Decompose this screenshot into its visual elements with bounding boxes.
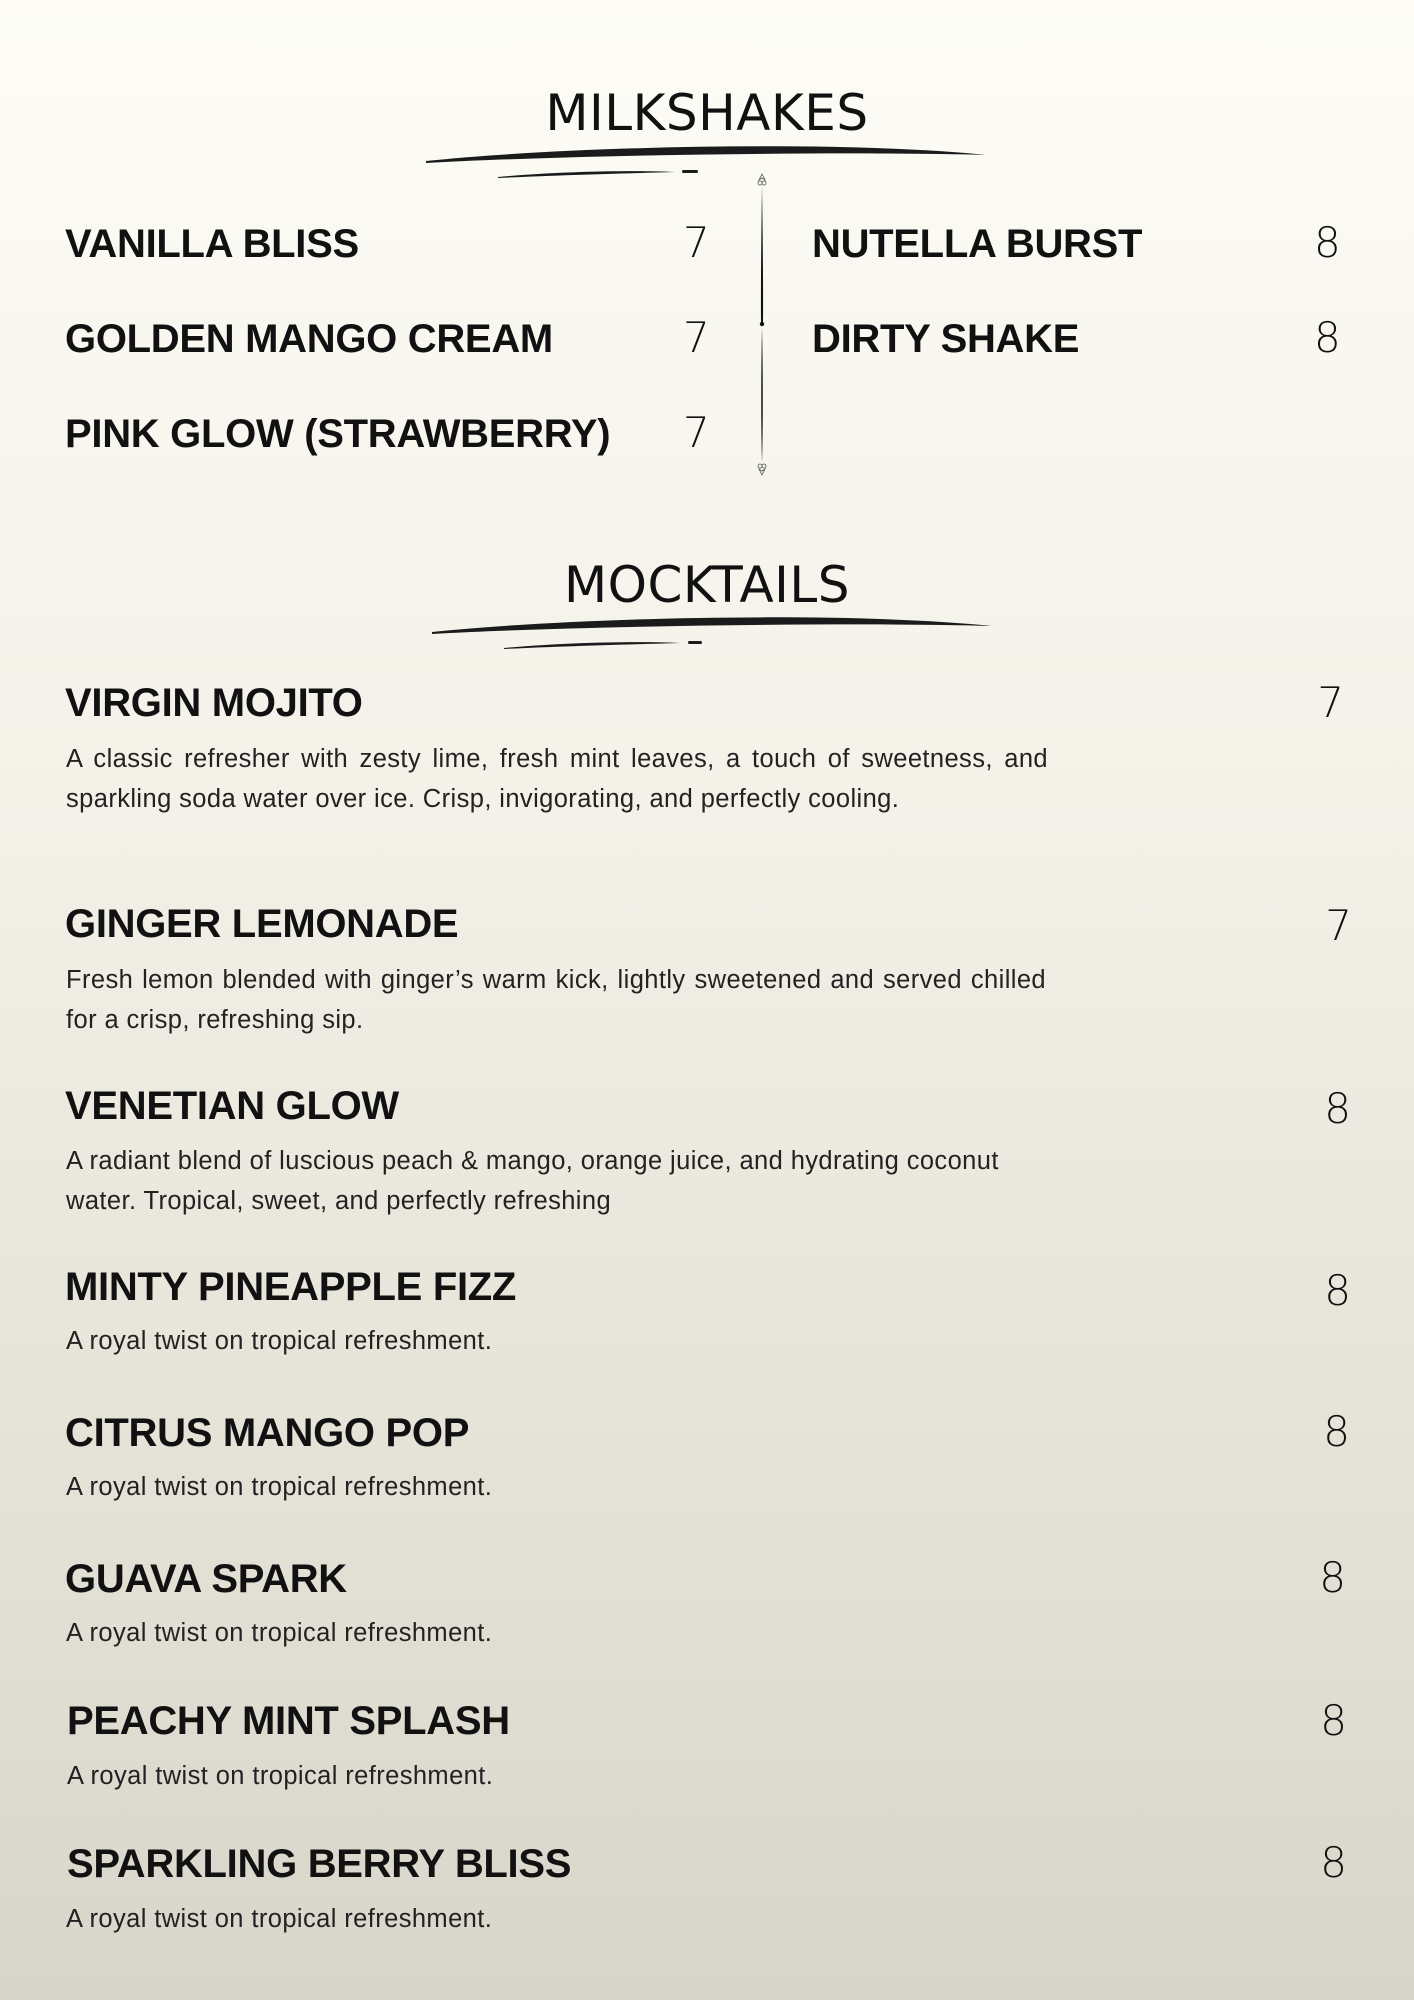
item-name: NUTELLA BURST — [812, 222, 1143, 266]
item-price: 7 — [1317, 678, 1344, 727]
brush-swoosh-icon — [426, 608, 1006, 654]
item-price: 8 — [1323, 1407, 1350, 1456]
item-name: PEACHY MINT SPLASH — [67, 1699, 510, 1743]
item-description: A royal twist on tropical refreshment. — [67, 1762, 494, 1790]
item-description: A royal twist on tropical refreshment. — [66, 1327, 493, 1355]
item-name: VIRGIN MOJITO — [65, 681, 363, 725]
item-price: 7 — [683, 218, 710, 267]
item-name: MINTY PINEAPPLE FIZZ — [65, 1265, 517, 1309]
section-title-mocktails: MOCKTAILS — [563, 556, 851, 614]
item-price: 8 — [1324, 1266, 1351, 1315]
item-price: 7 — [1325, 901, 1352, 950]
item-description: A royal twist on tropical refreshment. — [66, 1905, 493, 1933]
item-name: VENETIAN GLOW — [65, 1084, 399, 1128]
item-description: A classic refresher with zesty lime, fresh mint leaves, a touch of sweetness, and sparkling soda water over ice. Crisp, invigorating, and perfectly cooling. — [66, 745, 1048, 813]
item-name: GUAVA SPARK — [65, 1557, 347, 1601]
item-price: 8 — [1320, 1696, 1347, 1745]
item-description: A radiant blend of luscious peach & mango, orange juice, and hydrating coconut water. Tropical, sweet, and perfectly refreshing — [66, 1147, 999, 1215]
item-price: 8 — [1320, 1838, 1347, 1887]
item-name: SPARKLING BERRY BLISS — [67, 1842, 572, 1886]
item-price: 7 — [683, 313, 710, 362]
item-name: CITRUS MANGO POP — [65, 1411, 470, 1455]
item-description: Fresh lemon blended with ginger’s warm kick, lightly sweetened and served chilled for a crisp, refreshing sip. — [66, 966, 1046, 1034]
item-price: 8 — [1324, 1084, 1351, 1133]
ornamental-divider-icon — [752, 172, 772, 477]
item-description: A royal twist on tropical refreshment. — [66, 1619, 493, 1647]
item-name: PINK GLOW (STRAWBERRY) — [65, 412, 611, 456]
item-description: A royal twist on tropical refreshment. — [66, 1473, 493, 1501]
brush-swoosh-icon — [420, 138, 1000, 186]
item-price: 8 — [1314, 313, 1341, 362]
item-name: DIRTY SHAKE — [812, 317, 1080, 361]
item-price: 8 — [1319, 1553, 1346, 1602]
item-price: 8 — [1314, 218, 1341, 267]
item-name: GOLDEN MANGO CREAM — [65, 317, 553, 361]
item-price: 7 — [683, 408, 710, 457]
item-name: GINGER LEMONADE — [65, 902, 459, 946]
section-title-milkshakes: MILKSHAKES — [545, 84, 869, 142]
item-name: VANILLA BLISS — [65, 222, 359, 266]
